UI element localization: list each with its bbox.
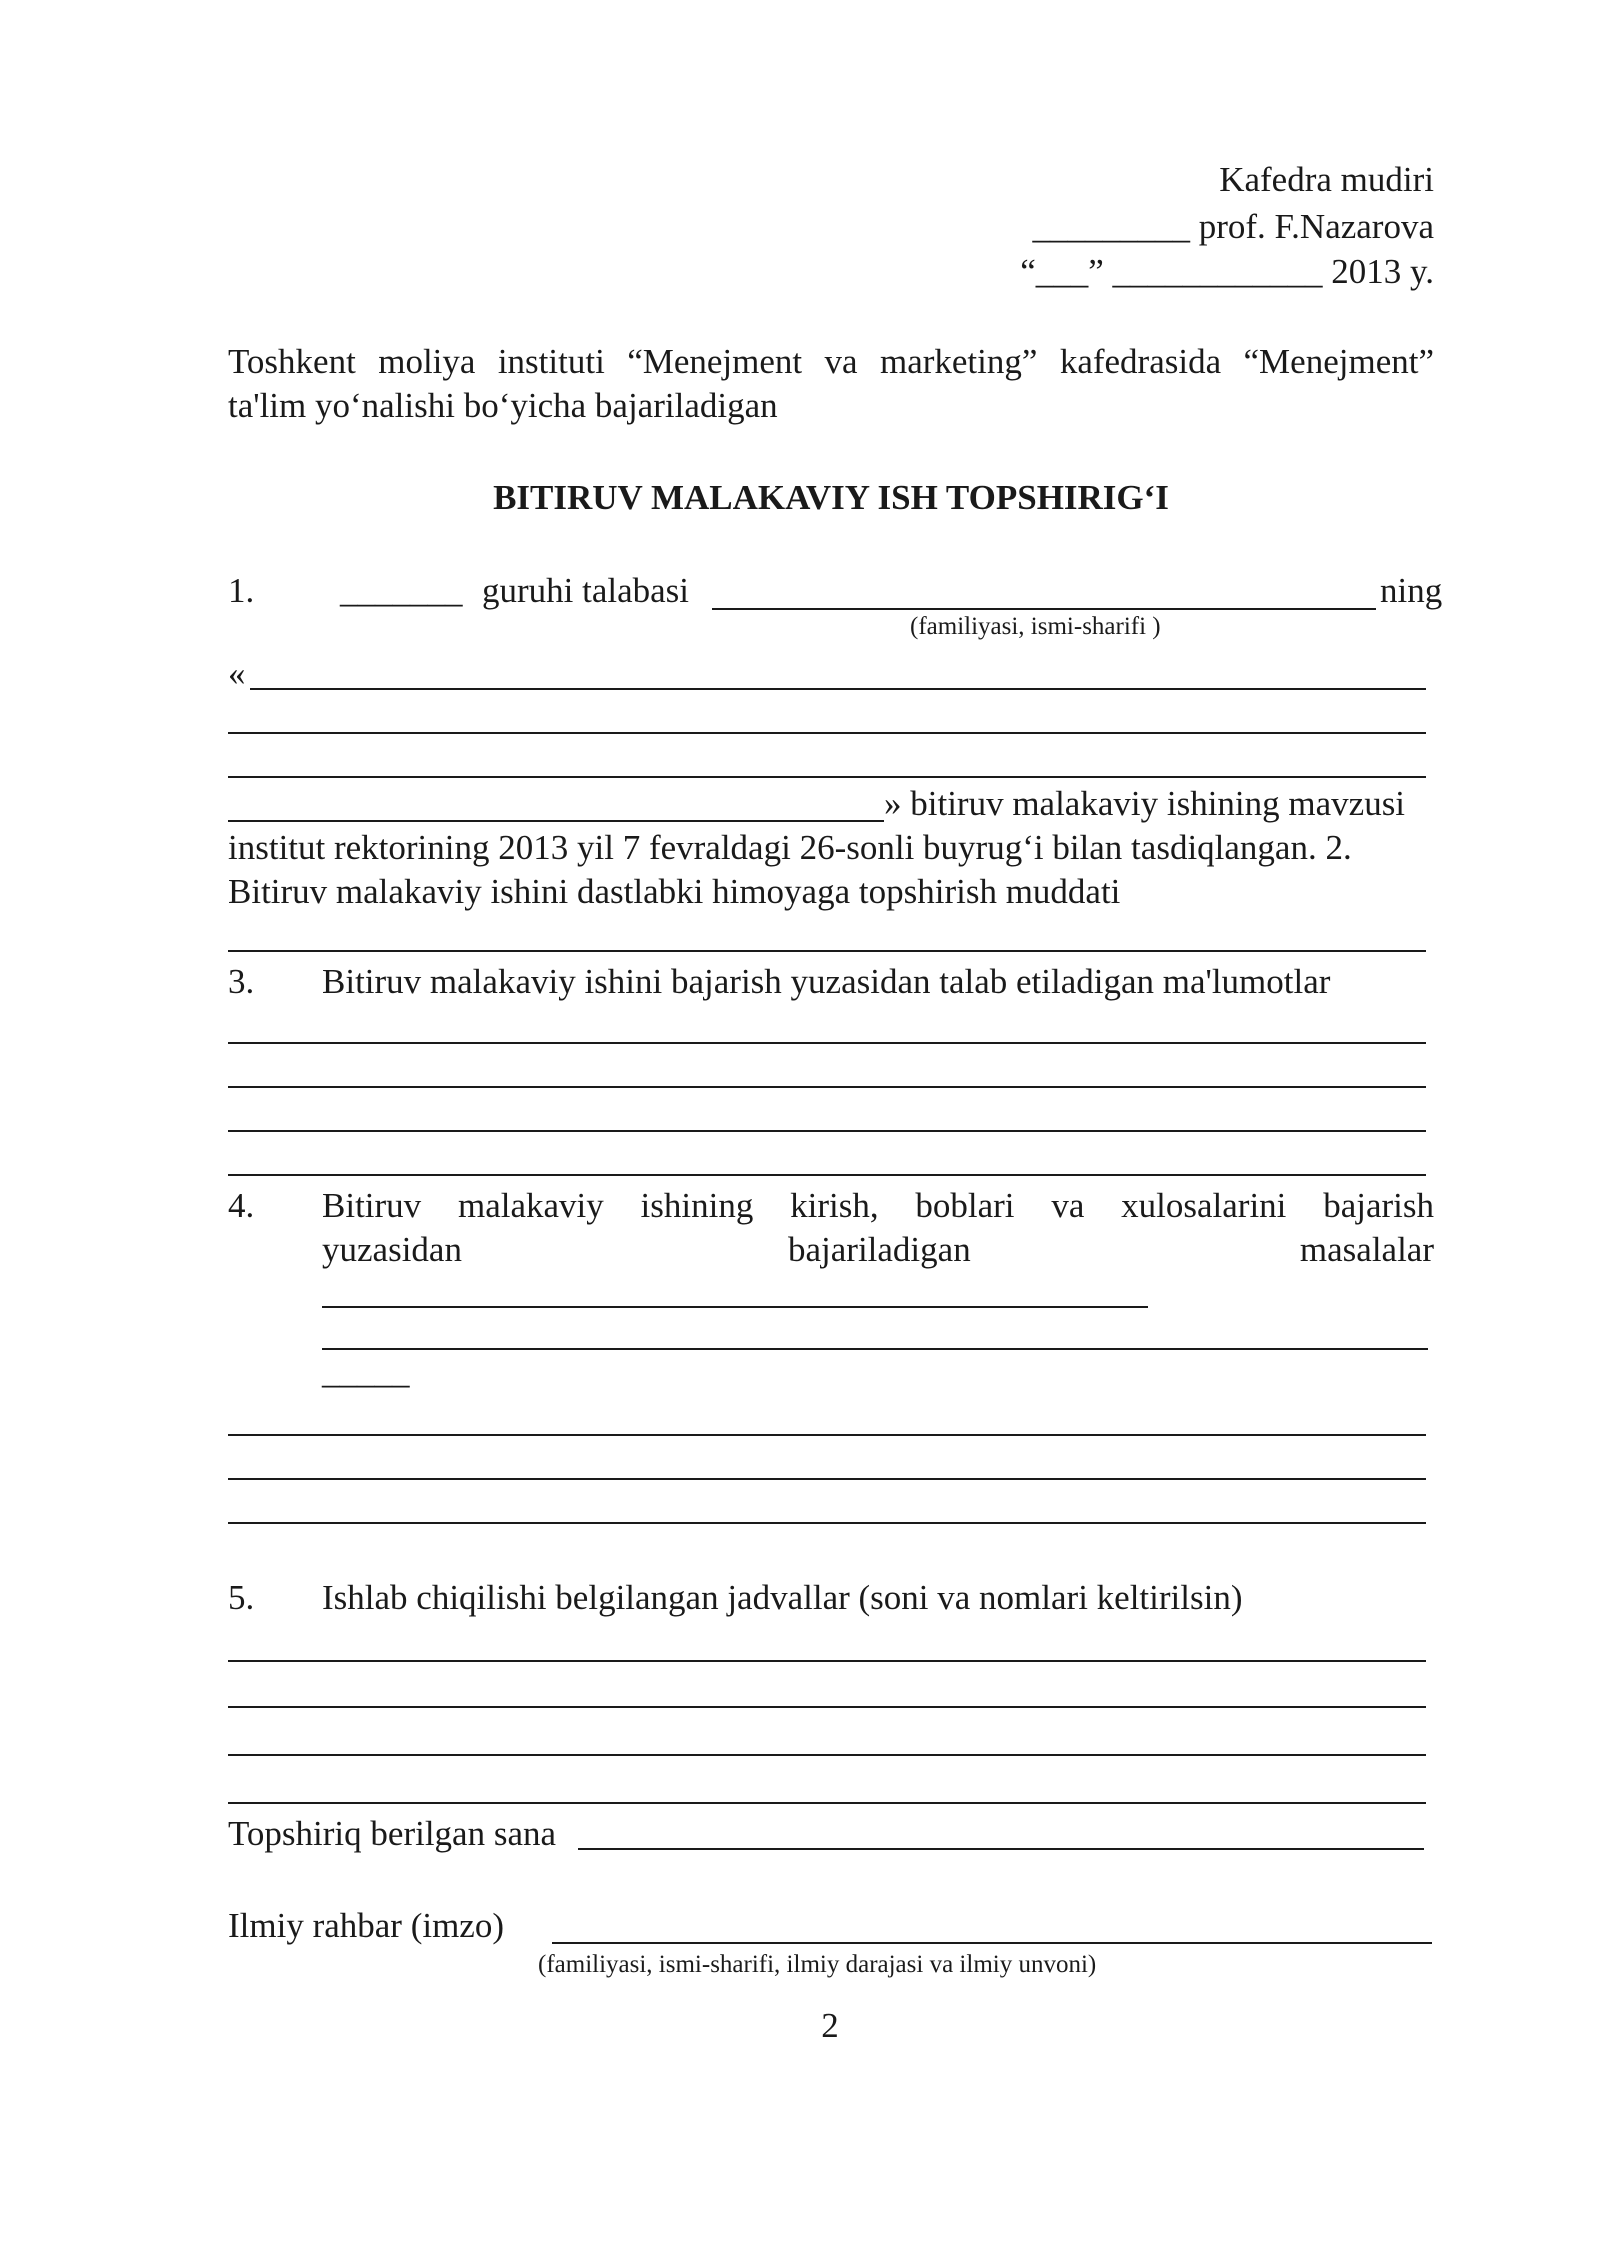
item3-line-4 — [228, 1174, 1426, 1176]
intro-line-1: Toshkent moliya instituti “Menejment va marketing” kafedrasida “Menejment” — [228, 342, 1434, 381]
item1-suffix: ning — [1380, 571, 1443, 610]
supervisor-hint: (familiyasi, ismi-sharifi, ilmiy darajasi va ilmiy unvoni) — [538, 1951, 1097, 1978]
item5-line-4 — [228, 1802, 1426, 1804]
deadline-line — [228, 950, 1426, 952]
item1-group-blank: _______ — [340, 571, 463, 610]
topic-line-2 — [228, 732, 1426, 734]
page-number: 2 — [821, 2006, 839, 2045]
supervisor-signature-line — [552, 1942, 1432, 1944]
item4-line-e — [228, 1522, 1426, 1524]
item5-line-1 — [228, 1660, 1426, 1662]
item4-word-2: bajariladigan — [788, 1230, 971, 1269]
student-name-line — [712, 608, 1376, 610]
topic-line-3 — [228, 776, 1426, 778]
item4-line-d — [228, 1478, 1426, 1480]
item1-deadline-text: Bitiruv malakaviy ishini dastlabki himoyaga topshirish muddati — [228, 872, 1121, 911]
item4-word-1: yuzasidan — [322, 1230, 462, 1269]
item5-line-3 — [228, 1754, 1426, 1756]
item3-line-3 — [228, 1130, 1426, 1132]
approval-signature-line: _________ prof. F.Nazarova — [1032, 207, 1434, 246]
item1-approval-text: institut rektorining 2013 yil 7 fevraldagi 26-sonli buyrug‘i bilan tasdiqlangan. 2. — [228, 828, 1352, 867]
approval-title: Kafedra mudiri — [1219, 160, 1434, 199]
document-heading: BITIRUV MALAKAVIY ISH TOPSHIRIG‘I — [493, 478, 1169, 517]
item1-open-quote: « — [228, 654, 246, 693]
topic-line-4 — [228, 820, 884, 822]
topic-line-1 — [250, 688, 1426, 690]
intro-line-2: ta'lim yo‘nalishi bo‘yicha bajariladigan — [228, 386, 778, 425]
item5-number: 5. — [228, 1578, 255, 1617]
approval-date-line: “___” ____________ 2013 y. — [1020, 252, 1434, 291]
item4-short-blank: _____ — [322, 1352, 410, 1391]
item3-line-1 — [228, 1042, 1426, 1044]
item3-line-2 — [228, 1086, 1426, 1088]
item4-line-c — [228, 1434, 1426, 1436]
item4-number: 4. — [228, 1186, 255, 1225]
item4-word-3: masalalar — [1299, 1230, 1434, 1269]
item5-line-2 — [228, 1706, 1426, 1708]
item4-line-1: Bitiruv malakaviy ishining kirish, boblari va xulosalarini bajarish — [322, 1186, 1434, 1225]
supervisor-label: Ilmiy rahbar (imzo) — [228, 1906, 505, 1945]
item1-number: 1. — [228, 571, 255, 610]
item3-text: Bitiruv malakaviy ishini bajarish yuzasidan talab etiladigan ma'lumotlar — [322, 962, 1331, 1001]
item4-line-a — [322, 1306, 1148, 1308]
item1-topic-end: » bitiruv malakaviy ishining mavzusi — [884, 784, 1406, 823]
item3-number: 3. — [228, 962, 255, 1001]
item4-line-b — [322, 1348, 1428, 1350]
item1-name-hint: (familiyasi, ismi-sharifi ) — [910, 613, 1161, 640]
item5-text: Ishlab chiqilishi belgilangan jadvallar (soni va nomlari keltirilsin) — [322, 1578, 1243, 1617]
issued-date-label: Topshiriq berilgan sana — [228, 1814, 557, 1853]
item1-group-text: guruhi talabasi — [482, 571, 690, 610]
issued-date-line — [578, 1848, 1424, 1850]
